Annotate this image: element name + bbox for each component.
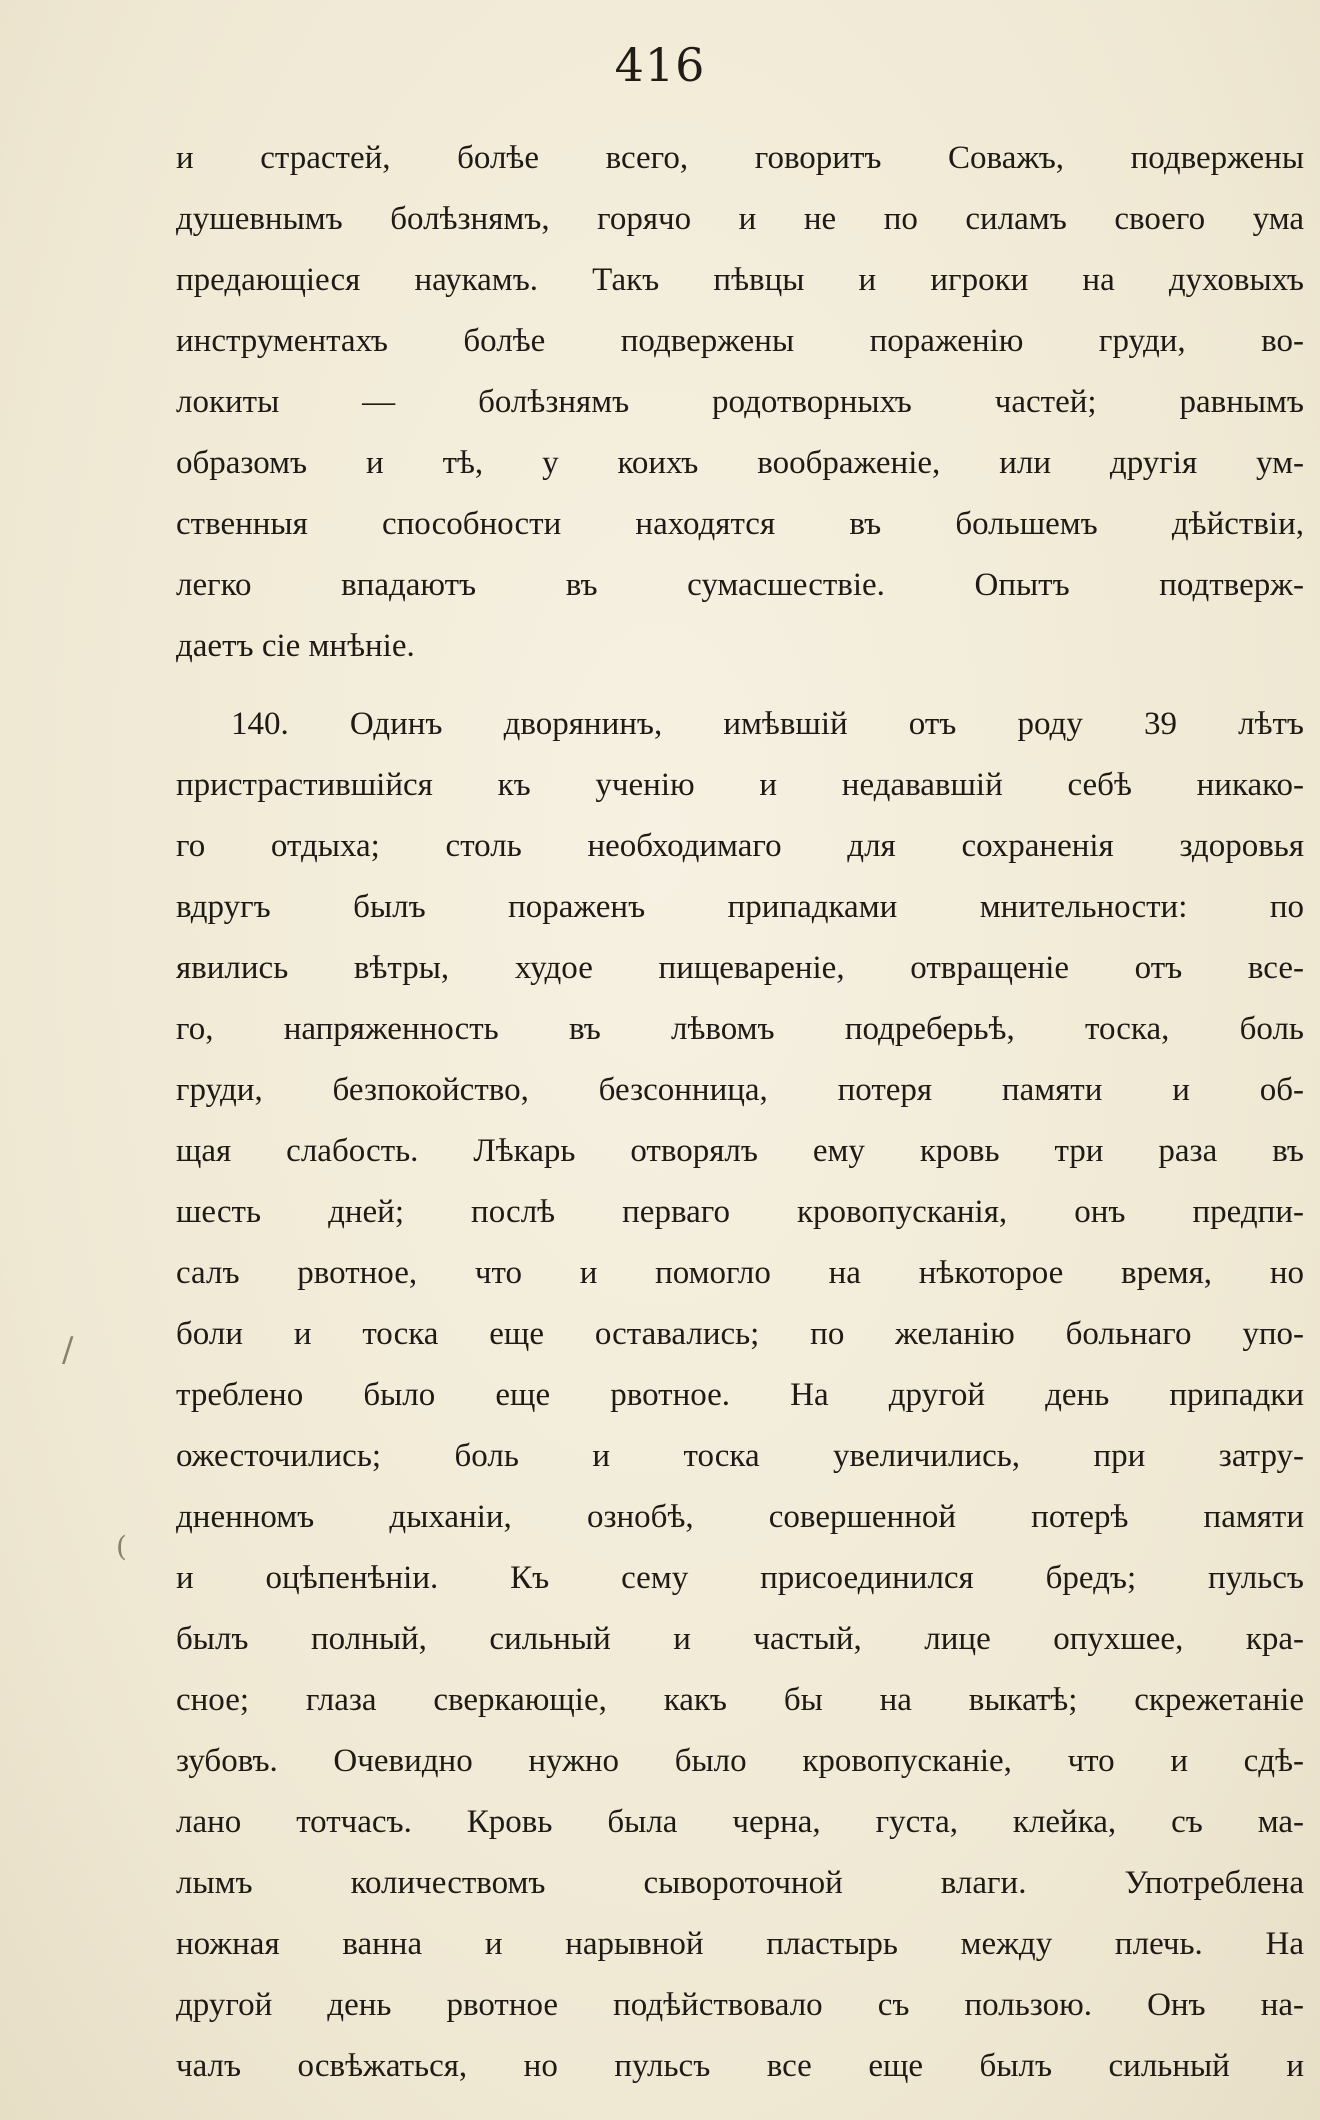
text-line: былъ полный, сильный и частый, лице опухшее, кра-	[176, 1621, 1304, 1657]
body-text	[176, 128, 1304, 2097]
paragraph-1	[176, 128, 1304, 677]
text-line: зубовъ. Очевидно нужно было кровопусканіе, что и сдѣ-	[176, 1743, 1304, 1779]
paragraph-2	[176, 694, 1304, 2097]
text-line: ственныя способности находятся въ большемъ дѣйствіи,	[176, 506, 1304, 542]
text-line: чалъ освѣжаться, но пульсъ все еще былъ сильный и	[176, 2048, 1304, 2084]
text-line: предающіеся наукамъ. Такъ пѣвцы и игроки на духовыхъ	[176, 262, 1304, 298]
text-line: шесть дней; послѣ перваго кровопусканія, онъ предпи-	[176, 1194, 1304, 1230]
text-line: вдругъ былъ пораженъ припадками мнительности: по	[176, 889, 1304, 925]
text-line: и страстей, болѣе всего, говоритъ Соважъ, подвержены	[176, 140, 1304, 176]
text-line: салъ рвотное, что и помогло на нѣкоторое время, но	[176, 1255, 1304, 1291]
text-line: лымъ количествомъ сывороточной влаги. Употреблена	[176, 1865, 1304, 1901]
text-line: сное; глаза сверкающіе, какъ бы на выкатѣ; скрежетаніе	[176, 1682, 1304, 1718]
text-line: явились вѣтры, худое пищевареніе, отвращеніе отъ все-	[176, 950, 1304, 986]
margin-mark: (	[116, 1530, 127, 1563]
text-line: инструментахъ болѣе подвержены пораженію груди, во-	[176, 323, 1304, 359]
text-line: ожесточились; боль и тоска увеличились, при затру-	[176, 1438, 1304, 1474]
text-line: го отдыха; столь необходимаго для сохраненія здоровья	[176, 828, 1304, 864]
text-line: лано тотчасъ. Кровь была черна, густа, клейка, съ ма-	[176, 1804, 1304, 1840]
text-line: легко впадаютъ въ сумасшествіе. Опытъ подтверж-	[176, 567, 1304, 603]
text-line: щая слабость. Лѣкарь отворялъ ему кровь три раза въ	[176, 1133, 1304, 1169]
text-line: пристрастившійся къ ученію и недававшій себѣ никако-	[176, 767, 1304, 803]
page-number: 416	[614, 38, 706, 92]
margin-mark: /	[62, 1330, 74, 1370]
text-line: 140. Одинъ дворянинъ, имѣвшій отъ роду 39 лѣтъ	[231, 706, 1304, 742]
text-line: боли и тоска еще оставались; по желанію больнаго упо-	[176, 1316, 1304, 1352]
text-line: го, напряженность въ лѣвомъ подреберьѣ, тоска, боль	[176, 1011, 1304, 1047]
paragraph-gap	[176, 677, 1304, 694]
text-line: дненномъ дыханіи, ознобѣ, совершенной потерѣ памяти	[176, 1499, 1304, 1535]
text-line: другой день рвотное подѣйствовало съ пользою. Онъ на-	[176, 1987, 1304, 2023]
text-line: и оцѣпенѣніи. Къ сему присоединился бредъ; пульсъ	[176, 1560, 1304, 1596]
text-line: треблено было еще рвотное. На другой день припадки	[176, 1377, 1304, 1413]
text-line: груди, безпокойство, безсонница, потеря памяти и об-	[176, 1072, 1304, 1108]
text-line: ножная ванна и нарывной пластырь между плечь. На	[176, 1926, 1304, 1962]
text-line: душевнымъ болѣзнямъ, горячо и не по силамъ своего ума	[176, 201, 1304, 237]
text-line: локиты — болѣзнямъ родотворныхъ частей; равнымъ	[176, 384, 1304, 420]
text-line: образомъ и тѣ, у коихъ воображеніе, или другія ум-	[176, 445, 1304, 481]
text-line: даетъ сіе мнѣніе.	[176, 628, 415, 664]
